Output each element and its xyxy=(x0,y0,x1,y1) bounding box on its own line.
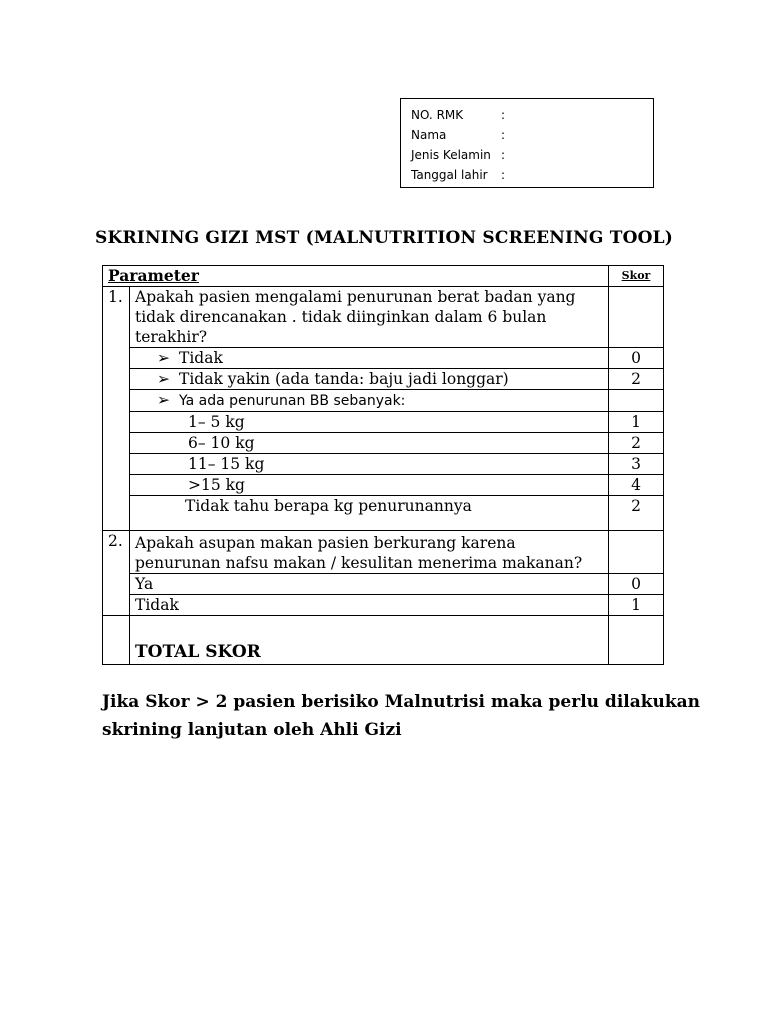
id-row-jenis-kelamin xyxy=(411,145,643,165)
q2-question: Apakah asupan makan pasien berkurang karena penurunan nafsu makan / kesulitan menerima makanan? xyxy=(130,531,609,574)
option-label: Tidak yakin (ada tanda: baju jadi longgar) xyxy=(179,370,509,388)
table-row xyxy=(103,369,664,390)
arrow-bullet-icon: ➢ xyxy=(157,391,170,409)
option-score xyxy=(609,390,664,412)
table-row xyxy=(103,390,664,412)
sub-option-label: 11– 15 kg xyxy=(130,454,609,475)
option-label: Ya ada penurunan BB sebanyak: xyxy=(179,393,406,409)
page-title: SKRINING GIZI MST (MALNUTRITION SCREENING TOOL) xyxy=(95,228,673,248)
id-label-jenis-kelamin: Jenis Kelamin xyxy=(411,148,491,162)
q1-option-ya xyxy=(130,390,609,412)
q1-number: 1. xyxy=(103,287,130,531)
total-number-cell xyxy=(103,616,130,665)
id-row-tanggal-lahir xyxy=(411,165,643,185)
id-label-rmk: NO. RMK xyxy=(411,108,464,122)
q1-question: Apakah pasien mengalami penurunan berat badan yang tidak direncanakan . tidak diinginkan dalam 6 bulan terakhir? xyxy=(130,287,609,348)
arrow-bullet-icon: ➢ xyxy=(157,349,170,367)
sub-option-label: Tidak tahu berapa kg penurunannya xyxy=(130,496,609,531)
table-row xyxy=(103,574,664,595)
table-row xyxy=(103,433,664,454)
sub-option-label: 6– 10 kg xyxy=(130,433,609,454)
header-skor: Skor xyxy=(609,266,664,287)
id-label-tanggal-lahir: Tanggal lahir xyxy=(411,168,488,182)
sub-option-score: 2 xyxy=(609,433,664,454)
option-score: 2 xyxy=(609,369,664,390)
q2-number: 2. xyxy=(103,531,130,616)
total-skor-label: TOTAL SKOR xyxy=(130,616,609,665)
q2-option-tidak: Tidak xyxy=(130,595,609,616)
id-colon: : xyxy=(501,148,506,162)
q1-option-tidak xyxy=(130,348,609,369)
id-label-nama: Nama xyxy=(411,128,447,142)
table-row xyxy=(103,348,664,369)
id-colon: : xyxy=(501,128,506,142)
option-score: 0 xyxy=(609,574,664,595)
table-header-row xyxy=(103,266,664,287)
option-score: 0 xyxy=(609,348,664,369)
q2-row xyxy=(103,531,664,574)
id-row-rmk xyxy=(411,105,643,125)
sub-option-score: 3 xyxy=(609,454,664,475)
q2-question-score xyxy=(609,531,664,574)
table-row xyxy=(103,595,664,616)
q2-option-ya: Ya xyxy=(130,574,609,595)
sub-option-label: 1– 5 kg xyxy=(130,412,609,433)
option-score: 1 xyxy=(609,595,664,616)
table-row xyxy=(103,496,664,531)
sub-option-label: >15 kg xyxy=(130,475,609,496)
sub-option-score: 1 xyxy=(609,412,664,433)
sub-option-score: 4 xyxy=(609,475,664,496)
table-row xyxy=(103,454,664,475)
option-label: Tidak xyxy=(179,349,223,367)
q1-question-score xyxy=(609,287,664,348)
id-row-nama xyxy=(411,125,643,145)
table-row xyxy=(103,412,664,433)
header-parameter: Parameter xyxy=(103,266,609,287)
total-row xyxy=(103,616,664,665)
arrow-bullet-icon: ➢ xyxy=(157,370,170,388)
q1-row xyxy=(103,287,664,348)
table-row xyxy=(103,475,664,496)
id-colon: : xyxy=(501,168,506,182)
patient-identity-box xyxy=(400,98,654,188)
interpretation-note: Jika Skor > 2 pasien berisiko Malnutrisi maka perlu dilakukan skrining lanjutan oleh Ahli Gizi xyxy=(102,692,701,740)
total-skor-value xyxy=(609,616,664,665)
sub-option-score: 2 xyxy=(609,496,664,531)
mst-table xyxy=(102,265,664,665)
id-colon: : xyxy=(501,108,506,122)
q1-option-tidak-yakin xyxy=(130,369,609,390)
